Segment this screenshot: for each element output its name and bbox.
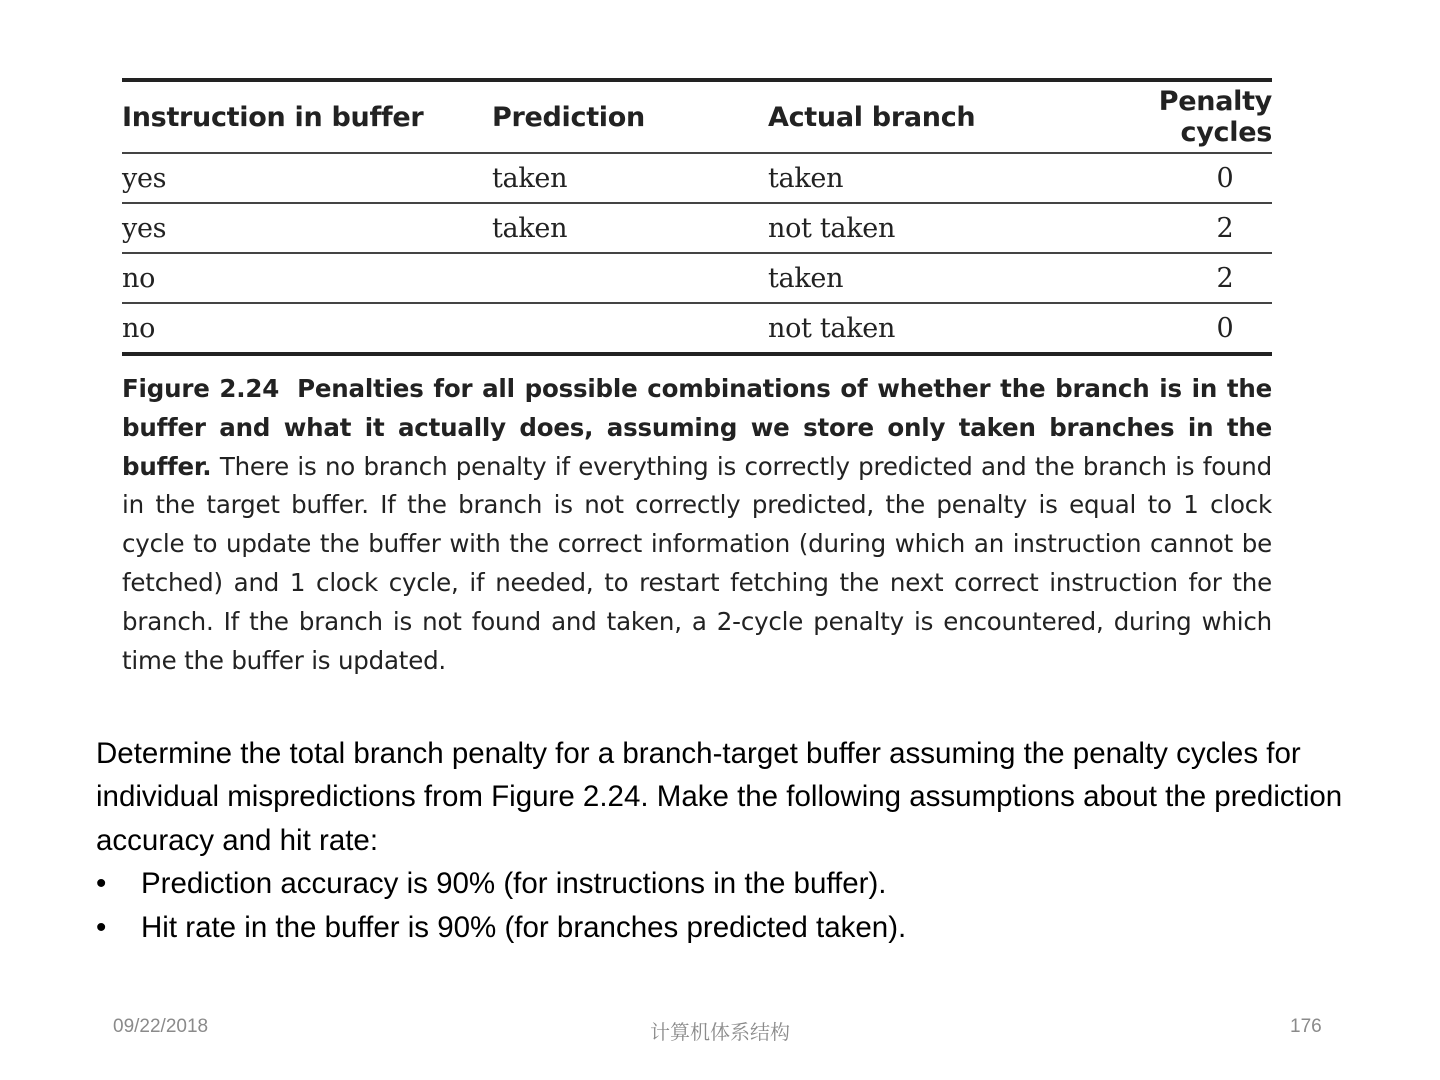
cell-instruction-in-buffer: yes: [122, 203, 492, 253]
table-row: [122, 253, 1272, 303]
cell-prediction: taken: [492, 203, 768, 253]
penalty-table: [122, 78, 1272, 356]
table-row: [122, 303, 1272, 354]
cell-penalty-cycles: 0: [1068, 153, 1272, 203]
header-instruction-in-buffer: Instruction in buffer: [122, 80, 492, 153]
cell-actual-branch: not taken: [768, 312, 896, 344]
cell-instruction-in-buffer: no: [122, 312, 156, 344]
table-row: [122, 153, 1272, 203]
cell-penalty-cycles: 2: [1068, 203, 1272, 253]
list-item: [96, 862, 1356, 905]
cell-actual-branch: taken: [768, 253, 1068, 303]
figure-body: There is no branch penalty if everything is correctly predicted and the branch is found in the target buffer. If the branch is not correctly predicted, the penalty is equal to 1 clock cycle to update the buffer with the correct information (during which an instruction cannot be fetched) and 1 clock cycle, if needed, to restart fetching the next correct instruction for the branch. If the branch is not found and taken, a 2-cycle penalty is encountered, during which time the buffer is updated.: [122, 451, 1272, 675]
figure-title: Penalties for all possible combinations of whether the branch is in the buffer and what it actually does, assuming we store only taken branches in the buffer.: [122, 374, 1273, 481]
header-penalty-cycles: Penalty cycles: [1068, 80, 1272, 153]
bullet-icon: •: [96, 867, 107, 901]
cell-prediction: [492, 253, 768, 303]
table-header-row: [122, 80, 1272, 153]
table-row: [122, 203, 1272, 253]
header-prediction: Prediction: [492, 80, 768, 153]
question-intro: Determine the total branch penalty for a branch-target buffer assuming the penalty cycles for individual mispredictions from Figure 2.24. Make the following assumptions about the prediction accuracy and hit rate:: [96, 737, 1343, 857]
list-item-text: Prediction accuracy is 90% (for instructions in the buffer).: [141, 867, 887, 901]
cell-actual-branch: taken: [768, 153, 1068, 203]
list-item-text: Hit rate in the buffer is 90% (for branches predicted taken).: [141, 910, 907, 944]
cell-prediction: taken: [492, 153, 768, 203]
figure-caption: [122, 370, 1272, 680]
list-item: [96, 906, 1356, 949]
cell-instruction-in-buffer: yes: [122, 153, 492, 203]
footer-title: 计算机体系结构: [650, 1020, 790, 1044]
question-text: [96, 732, 1356, 949]
bullet-icon: •: [96, 910, 107, 944]
figure-label: Figure 2.24: [122, 374, 280, 403]
footer-page-number: 176: [1290, 1016, 1322, 1037]
cell-penalty-cycles: 0: [1216, 312, 1234, 344]
footer-date: 09/22/2018: [113, 1016, 209, 1037]
assumption-list: [96, 862, 1356, 949]
header-actual-branch: Actual branch: [768, 80, 1068, 153]
cell-penalty-cycles: 2: [1068, 253, 1272, 303]
cell-instruction-in-buffer: no: [122, 253, 492, 303]
cell-actual-branch: not taken: [768, 203, 1068, 253]
cell-prediction: [492, 303, 768, 354]
figure: [122, 78, 1272, 680]
